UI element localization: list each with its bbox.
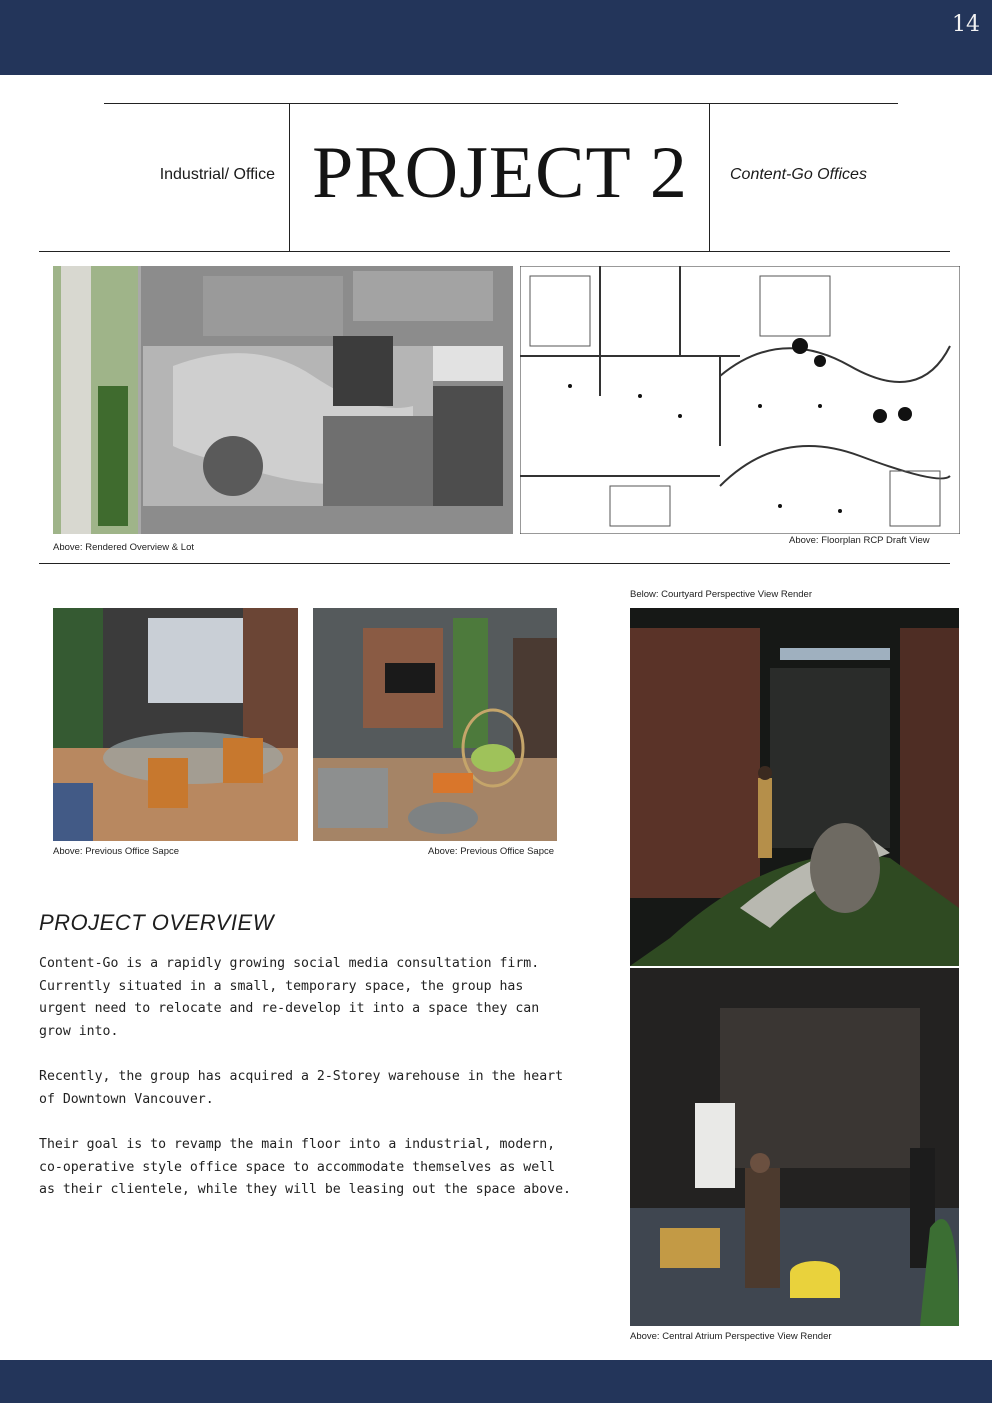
courtyard-render-image (630, 608, 959, 966)
section-rule (39, 563, 950, 564)
overview-heading: PROJECT OVERVIEW (39, 910, 274, 935)
project-category: Industrial/ Office (159, 166, 275, 183)
page-number: 14 (952, 12, 980, 37)
rcp-floorplan-image (520, 266, 960, 534)
page-title: PROJECT 2 (312, 132, 688, 214)
atrium-render-caption: Above: Central Atrium Perspective View Render (630, 1331, 832, 1342)
previous-office-photo-2 (313, 608, 557, 841)
courtyard-render-caption: Below: Courtyard Perspective View Render (630, 589, 812, 600)
title-top-rule (104, 103, 898, 104)
overview-paragraph-1 (39, 953, 609, 1043)
rendered-floorplan-caption: Above: Rendered Overview & Lot (53, 542, 194, 553)
text-line: grow into. (39, 1023, 119, 1039)
text-line: of Downtown Vancouver. (39, 1091, 214, 1107)
text-line: as their clientele, while they will be leasing out the space above. (39, 1182, 571, 1197)
overview-paragraph-3 (39, 1134, 609, 1202)
rcp-floorplan-caption: Above: Floorplan RCP Draft View (789, 535, 930, 546)
text-line: Recently, the group has acquired a 2-Storey warehouse in the heart (39, 1069, 564, 1084)
text-line: urgent need to relocate and re-develop it into a space they can (39, 1001, 540, 1016)
footer-band (0, 1360, 992, 1403)
text-line: co-operative style office space to accommodate themselves as well (39, 1159, 556, 1175)
previous-office-caption-2: Above: Previous Office Sapce (428, 846, 555, 857)
text-line: Their goal is to revamp the main floor into a industrial, modern, (39, 1137, 556, 1152)
overview-paragraph-2 (39, 1066, 609, 1111)
text-line: Content-Go is a rapidly growing social media consultation firm. (39, 956, 540, 971)
atrium-render-image (630, 968, 959, 1326)
project-client: Content-Go Offices (730, 166, 867, 183)
previous-office-photo-1 (53, 608, 298, 841)
header-band (0, 0, 992, 75)
title-bottom-rule (39, 251, 950, 252)
text-line: Currently situated in a small, temporary space, the group has (39, 978, 524, 994)
rendered-floorplan-image (53, 266, 513, 534)
previous-office-caption-1: Above: Previous Office Sapce (53, 846, 180, 857)
